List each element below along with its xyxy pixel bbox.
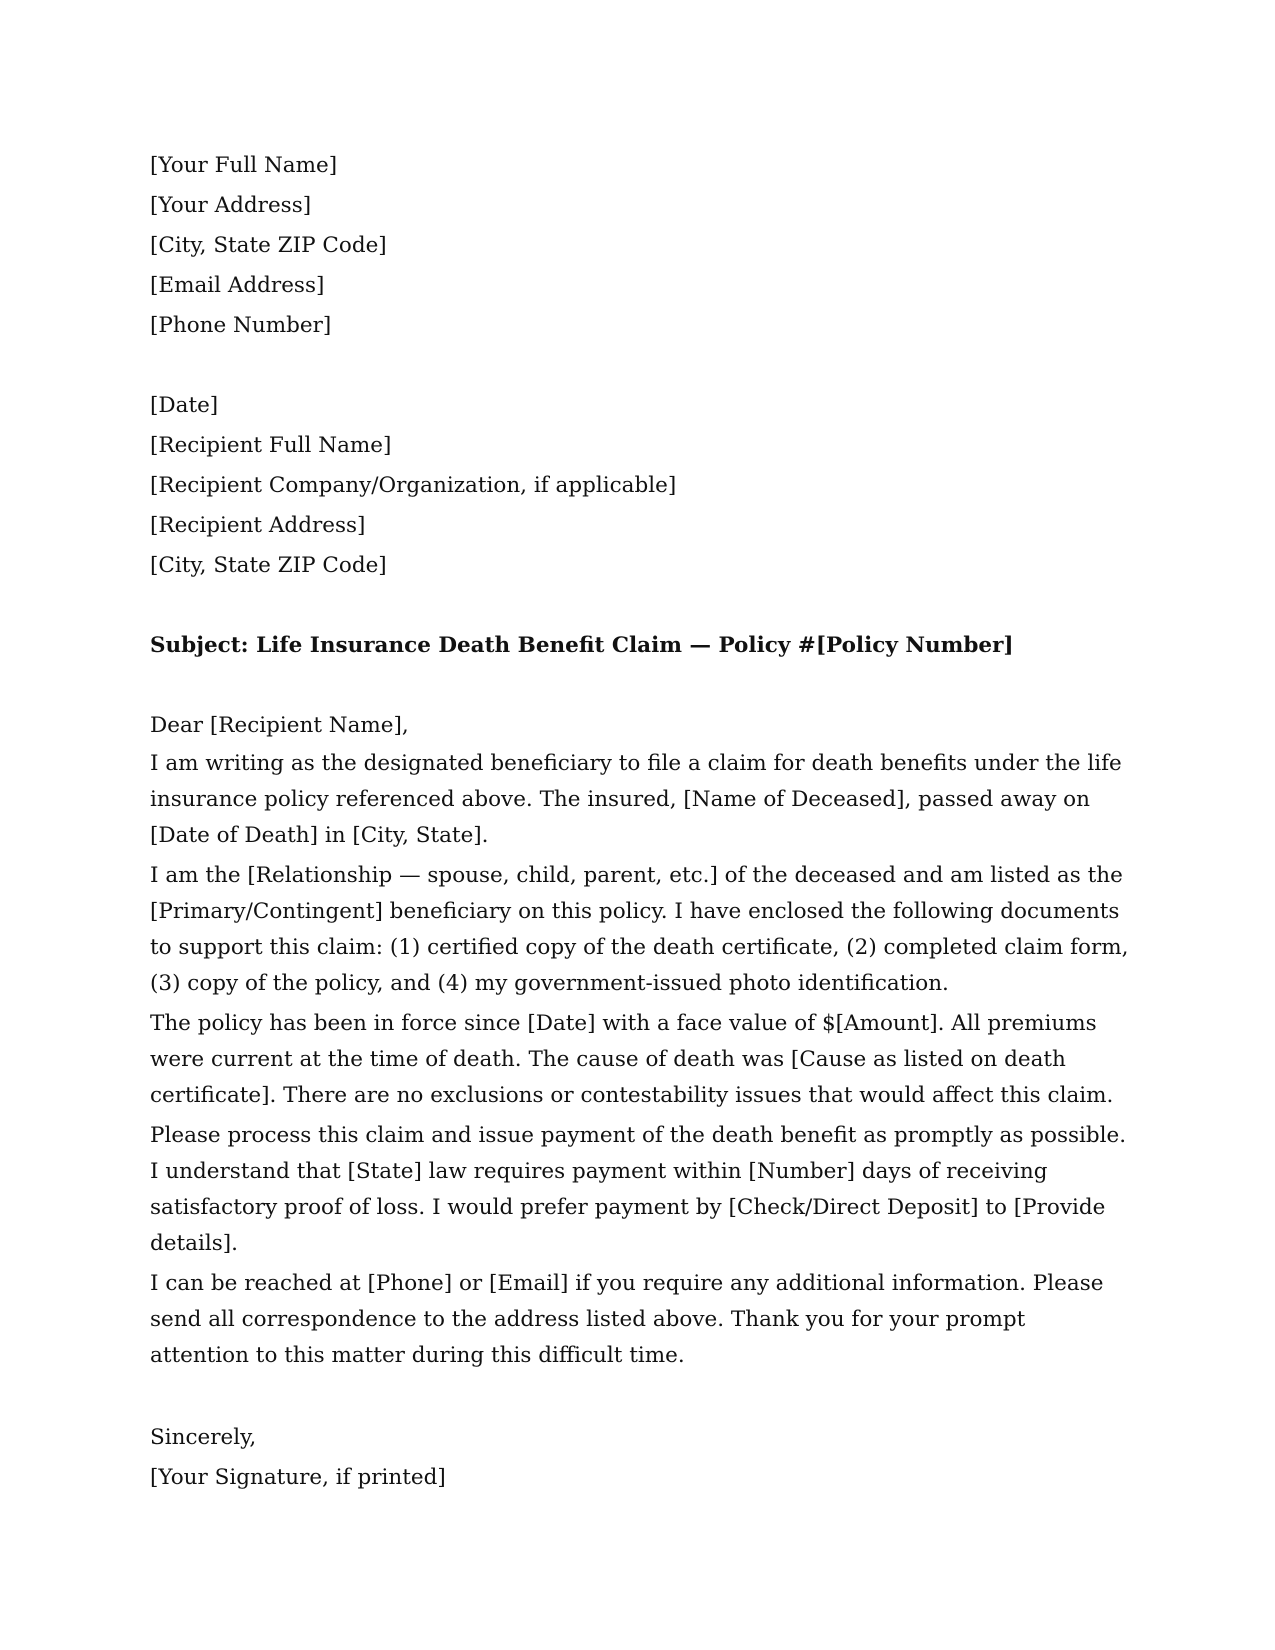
body-paragraph: The policy has been in force since [Date] with a face value of $[Amount]. All premiums were current at the time of death. The cause of death was [Cause as listed on death certificate]. There are no exclusions or contestability issues that would affect this claim. [150,1011,1114,1108]
salutation: Dear [Recipient Name], [150,713,409,738]
spacer [150,1378,1130,1418]
sender-block [150,146,1130,346]
sender-address: [Your Address] [150,193,312,218]
recipient-block [150,386,1130,586]
spacer [150,666,1130,706]
letter-body [150,746,1130,1374]
letter-date: [Date] [150,393,219,418]
sender-name: [Your Full Name] [150,153,338,178]
sender-phone: [Phone Number] [150,313,332,338]
sender-email: [Email Address] [150,273,325,298]
recipient-address: [Recipient Address] [150,513,366,538]
recipient-name: [Recipient Full Name] [150,433,392,458]
spacer [150,586,1130,626]
spacer [150,346,1130,386]
closing: Sincerely, [150,1425,257,1450]
body-paragraph: I am the [Relationship — spouse, child, parent, etc.] of the deceased and am listed as the [Primary/Contingent] beneficiary on this policy. I have enclosed the following documents to support this claim: (1) certified copy of the death certificate, (2) completed claim form, (3) copy of the policy, and (4) my government-issued photo identification. [150,863,1129,996]
recipient-city-state-zip: [City, State ZIP Code] [150,553,387,578]
body-paragraph: I can be reached at [Phone] or [Email] if you require any additional information. Please send all correspondence to the address listed above. Thank you for your prompt attention to this matter during this difficult time. [150,1271,1104,1368]
body-paragraph: Please process this claim and issue payment of the death benefit as promptly as possible. I understand that [State] law requires payment within [Number] days of receiving satisfactory proof of loss. I would prefer payment by [Check/Direct Deposit] to [Provide details]. [150,1123,1127,1256]
signature: [Your Signature, if printed] [150,1465,446,1490]
letter-page [150,146,1130,1498]
recipient-company: [Recipient Company/Organization, if applicable] [150,473,677,498]
sender-city-state-zip: [City, State ZIP Code] [150,233,387,258]
body-paragraph: I am writing as the designated beneficiary to file a claim for death benefits under the life insurance policy referenced above. The insured, [Name of Deceased], passed away on [Date of Death] in [City, State]. [150,751,1122,848]
subject-line: Subject: Life Insurance Death Benefit Claim — Policy #[Policy Number] [150,633,1014,658]
